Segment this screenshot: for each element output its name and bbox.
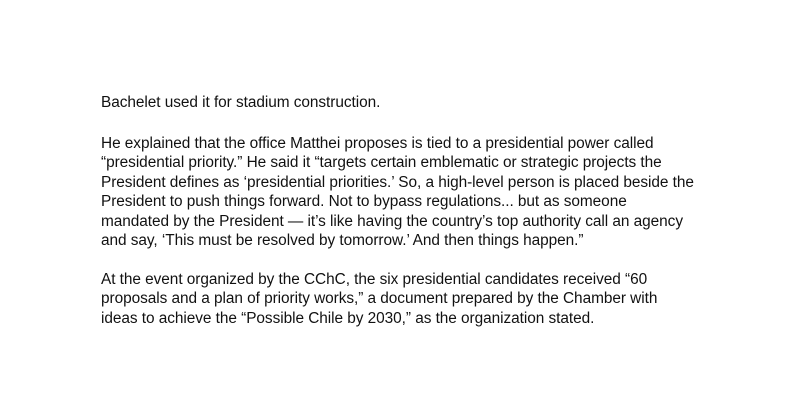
text-line: and say, ‘This must be resolved by tomorrow.’ And then things happen.” (101, 232, 584, 249)
text-line: proposals and a plan of priority works,” a document prepared by the Chamber with (101, 290, 658, 307)
article-body (101, 93, 741, 328)
text-line: mandated by the President — it’s like having the country’s top authority call an agency (101, 212, 683, 230)
paragraph-stadium (101, 93, 741, 113)
text-line: At the event organized by the CChC, the six presidential candidates received “60 (101, 270, 648, 288)
text-line: ideas to achieve the “Possible Chile by 2030,” as the organization stated. (101, 309, 595, 327)
text-line: “presidential priority.” He said it “targets certain emblematic or strategic projects the (101, 154, 662, 171)
text-line: President defines as ‘presidential priorities.’ So, a high-level person is placed beside the (101, 173, 694, 191)
paragraph-cchc-event (101, 270, 741, 329)
text-line: President to push things forward. Not to bypass regulations... but as someone (101, 193, 627, 210)
paragraph-presidential-priority (101, 134, 741, 251)
text-line: Bachelet used it for stadium construction. (101, 94, 381, 111)
text-line: He explained that the office Matthei proposes is tied to a presidential power called (101, 134, 654, 152)
